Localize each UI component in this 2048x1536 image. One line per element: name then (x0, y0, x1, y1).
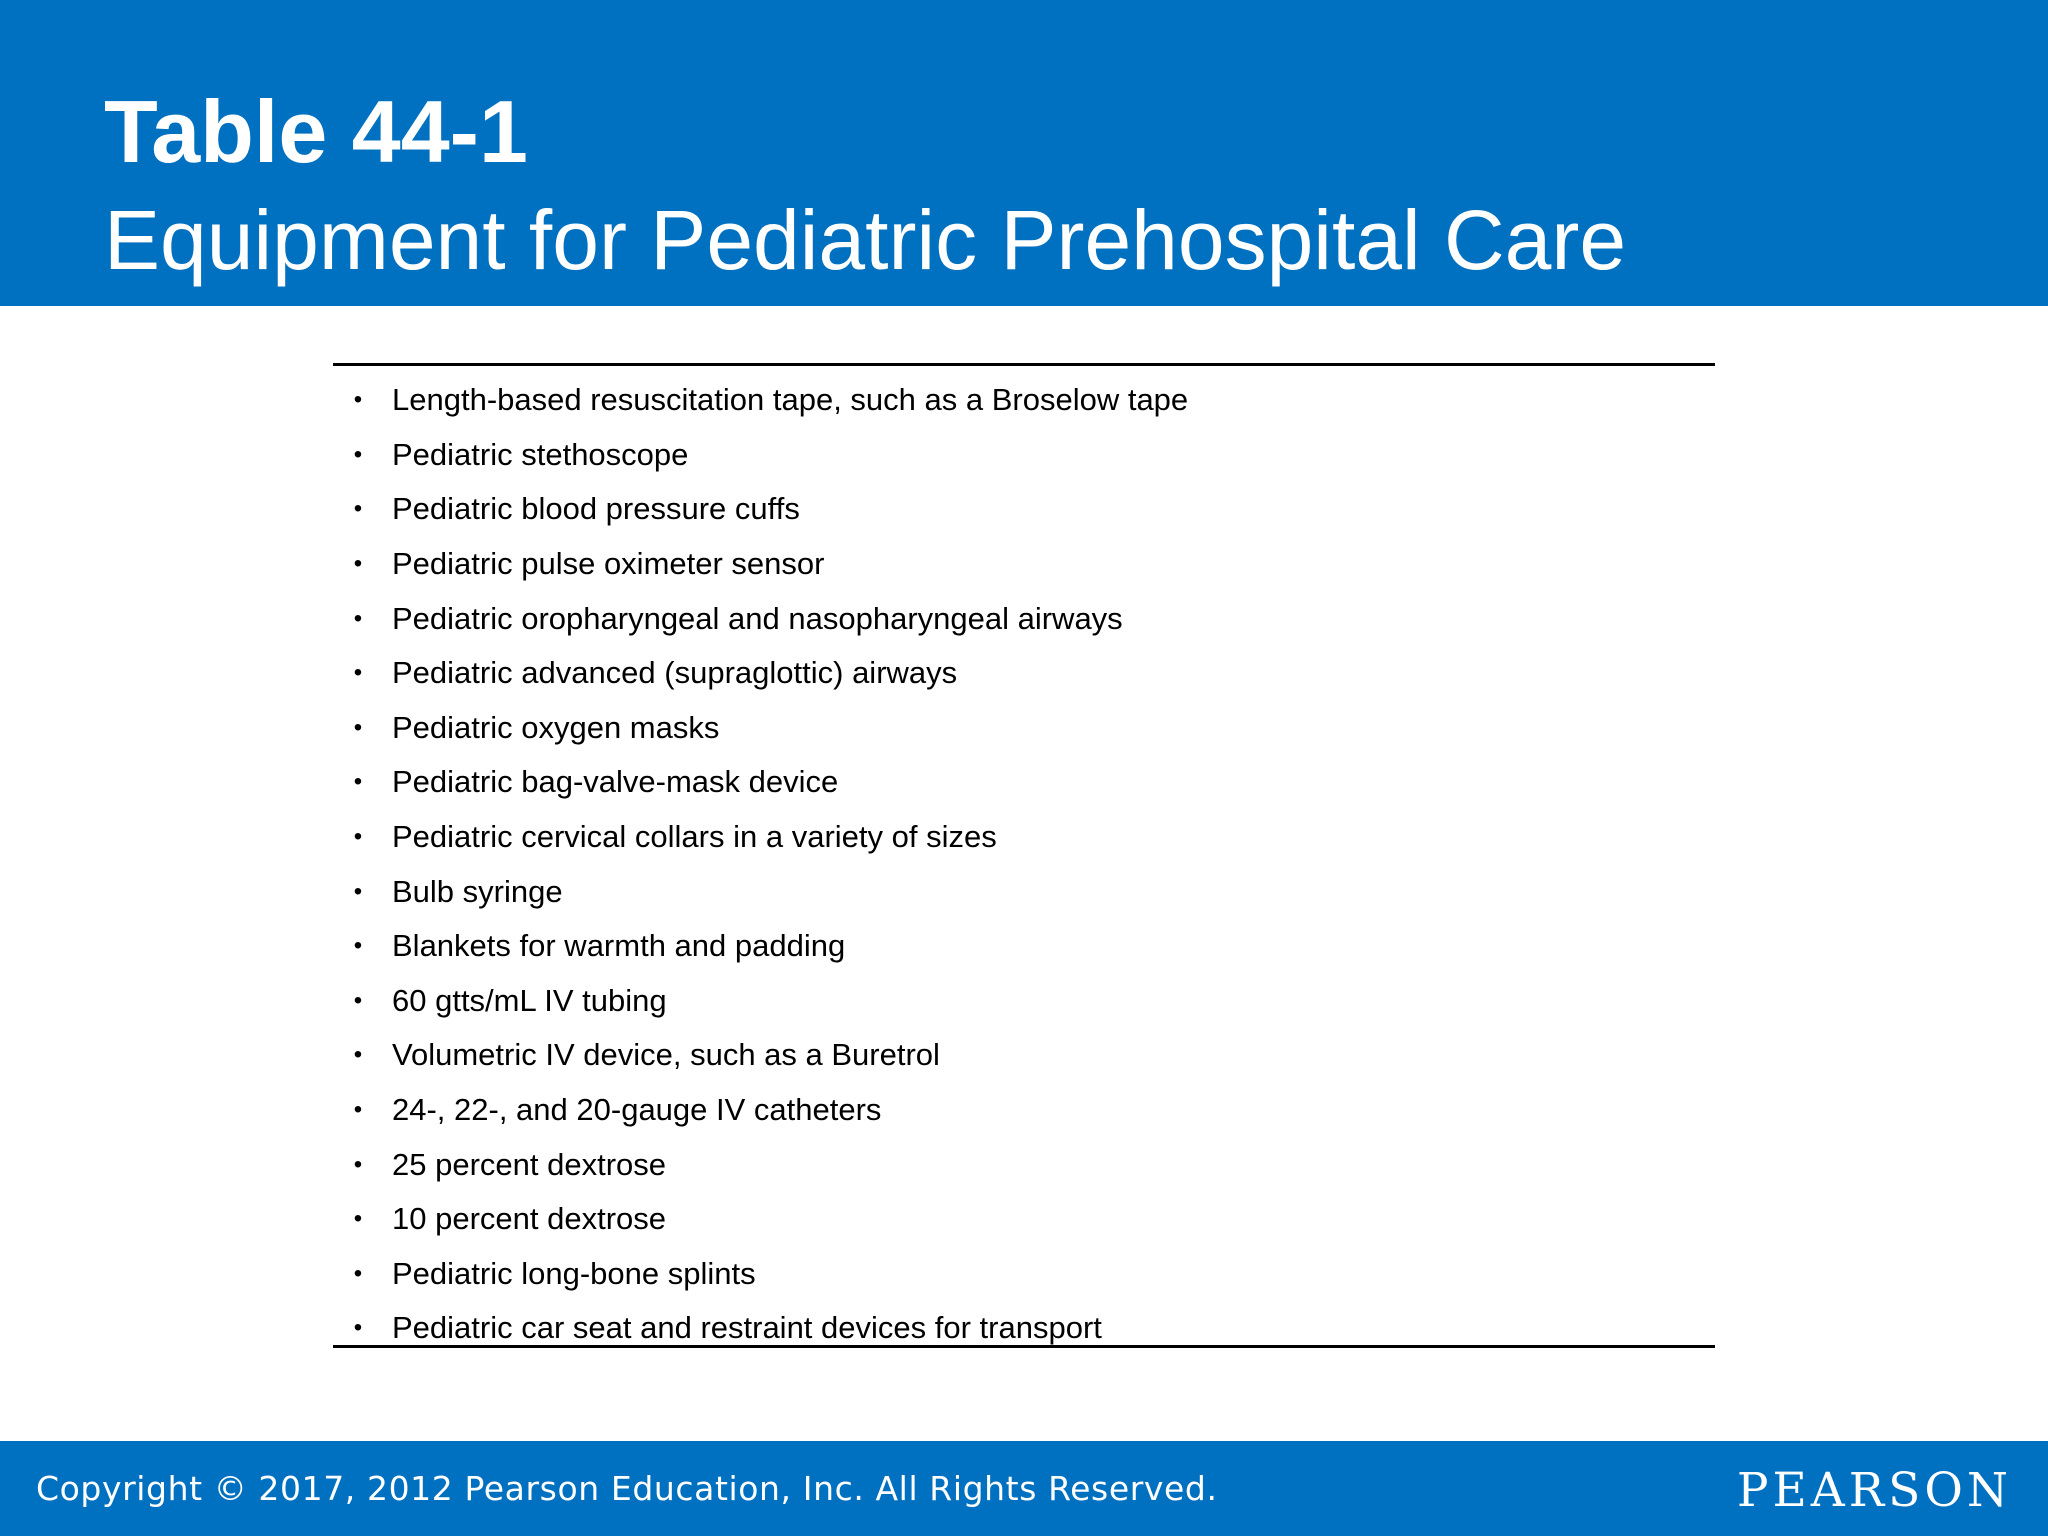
list-item-text: Pediatric oxygen masks (392, 709, 720, 745)
list-item-text: Pediatric oropharyngeal and nasopharyngeal airways (392, 600, 1123, 636)
bullet-icon: • (353, 1096, 363, 1124)
list-item-text: 25 percent dextrose (392, 1146, 667, 1182)
bullet-icon: • (353, 932, 363, 960)
equipment-table (333, 363, 1715, 1348)
slide-subtitle: Equipment for Pediatric Prehospital Care (104, 193, 1627, 287)
bullet-icon: • (353, 823, 363, 851)
list-item-text: 10 percent dextrose (392, 1201, 667, 1237)
list-item-text: Pediatric car seat and restraint devices for transport (392, 1310, 1102, 1346)
footer-bar (0, 1441, 2048, 1536)
list-item-text: Length-based resuscitation tape, such as a Broselow tape (392, 382, 1189, 418)
list-item (333, 701, 1715, 756)
list-item-text: Pediatric pulse oximeter sensor (392, 546, 825, 582)
list-item-text: Volumetric IV device, such as a Buretrol (392, 1037, 940, 1073)
bullet-icon: • (353, 986, 363, 1014)
copyright-notice: Copyright © 2017, 2012 Pearson Education, Inc. All Rights Reserved. (36, 1469, 1218, 1508)
list-item (333, 755, 1715, 810)
list-item (333, 646, 1715, 701)
bullet-icon: • (353, 1314, 363, 1342)
bullet-icon: • (353, 495, 363, 523)
list-item (333, 1192, 1715, 1247)
slide-title: Table 44-1 (104, 82, 528, 181)
bullet-icon: • (353, 1259, 363, 1287)
bullet-icon: • (353, 659, 363, 687)
list-item (333, 482, 1715, 537)
list-item-text: Pediatric advanced (supraglottic) airways (392, 655, 958, 691)
bullet-icon: • (353, 713, 363, 741)
bullet-icon: • (353, 1150, 363, 1178)
list-item-text: Blankets for warmth and padding (392, 928, 846, 964)
list-item (333, 1137, 1715, 1192)
pearson-logo: PEARSON (1736, 1463, 2012, 1518)
bullet-icon: • (353, 768, 363, 796)
bullet-icon: • (353, 877, 363, 905)
list-item (333, 1247, 1715, 1302)
bullet-icon: • (353, 1041, 363, 1069)
list-item (333, 1083, 1715, 1138)
bullet-icon: • (353, 1205, 363, 1233)
bullet-icon: • (353, 604, 363, 632)
list-item (333, 974, 1715, 1029)
list-item-text: 24-, 22-, and 20-gauge IV catheters (392, 1092, 882, 1128)
list-item-text: Pediatric stethoscope (392, 436, 689, 472)
list-item (333, 537, 1715, 592)
list-item-text: 60 gtts/mL IV tubing (392, 982, 667, 1018)
list-item (333, 919, 1715, 974)
bullet-icon: • (353, 440, 363, 468)
bullet-icon: • (353, 550, 363, 578)
list-item-text: Pediatric blood pressure cuffs (392, 491, 800, 527)
list-item (333, 591, 1715, 646)
list-item-text: Pediatric long-bone splints (392, 1255, 756, 1291)
equipment-list (333, 366, 1715, 1356)
list-item (333, 1028, 1715, 1083)
list-item-text: Pediatric cervical collars in a variety of sizes (392, 819, 997, 855)
list-item (333, 373, 1715, 428)
list-item-text: Pediatric bag-valve-mask device (392, 764, 839, 800)
list-item (333, 864, 1715, 919)
list-item (333, 428, 1715, 483)
bullet-icon: • (353, 386, 363, 414)
list-item-text: Bulb syringe (392, 873, 563, 909)
list-item (333, 810, 1715, 865)
list-item (333, 1301, 1715, 1356)
title-banner (0, 0, 2048, 306)
